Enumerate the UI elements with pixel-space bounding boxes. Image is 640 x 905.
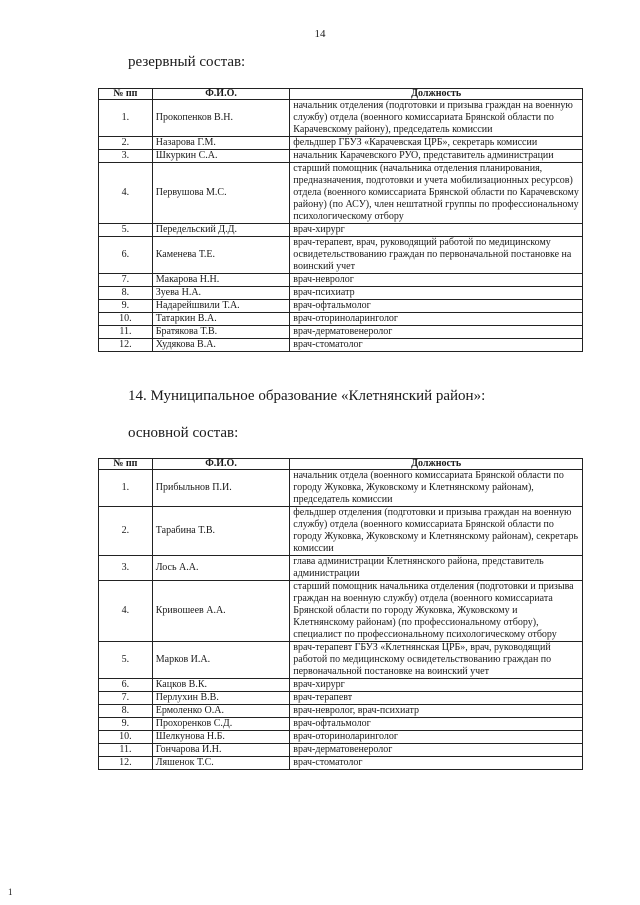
member-name-cell: Макарова Н.Н. bbox=[152, 274, 290, 287]
table-row bbox=[99, 692, 583, 705]
column-header-name: Ф.И.О. bbox=[152, 459, 290, 470]
member-position-cell: врач-терапевт, врач, руководящий работой по медицинскому освидетельствованию граждан по первоначальной постановке на воинский учет bbox=[290, 237, 583, 274]
member-position-cell: врач-терапевт ГБУЗ «Клетнянская ЦРБ», врач, руководящий работой по медицинскому освидетельствованию граждан по первоначальной постановке на воинский учет bbox=[290, 642, 583, 679]
row-number-cell: 8. bbox=[99, 705, 153, 718]
member-position-cell: начальник Карачевского РУО, представитель администрации bbox=[290, 150, 583, 163]
member-name-cell: Шелкунова Н.Б. bbox=[152, 731, 290, 744]
member-position-cell: врач-дерматовенеролог bbox=[290, 744, 583, 757]
member-position-cell: врач-дерматовенеролог bbox=[290, 326, 583, 339]
member-name-cell: Татаркин В.А. bbox=[152, 313, 290, 326]
table-row bbox=[99, 731, 583, 744]
member-position-cell: старший помощник (начальника отделения планирования, предназначения, подготовки и учета мобилизационных ресурсов) отдела (военного комиссариата Брянской области по Карачевскому району) (по АСУ), член нештатной группы по профессиональному психологическому отбору bbox=[290, 163, 583, 224]
margin-mark: 1 bbox=[8, 887, 13, 897]
table-header-row bbox=[99, 459, 583, 470]
reserve-composition-table bbox=[98, 88, 583, 352]
table-row bbox=[99, 757, 583, 770]
member-name-cell: Худякова В.А. bbox=[152, 339, 290, 352]
table-row bbox=[99, 581, 583, 642]
table-row bbox=[99, 274, 583, 287]
row-number-cell: 10. bbox=[99, 731, 153, 744]
table-row bbox=[99, 300, 583, 313]
member-position-cell: врач-оториноларинголог bbox=[290, 313, 583, 326]
member-position-cell: фельдшер отделения (подготовки и призыва граждан на военную службу) отдела (военного комиссариата Брянской области по городу Жуковка, Жуковскому и Клетнянскому районам), секретарь комиссии bbox=[290, 507, 583, 556]
member-name-cell: Зуева Н.А. bbox=[152, 287, 290, 300]
table-row bbox=[99, 287, 583, 300]
member-name-cell: Прибыльнов П.И. bbox=[152, 470, 290, 507]
page-number: 14 bbox=[314, 28, 326, 40]
member-position-cell: старший помощник начальника отделения (подготовки и призыва граждан на военную службу) отдела (военного комиссариата Брянской области по городу Жуковка, Жуковскому и Клетнянскому районам) (по профессиональному отбору), специалист по профессиональному психологическому отбору bbox=[290, 581, 583, 642]
member-name-cell: Первушова М.С. bbox=[152, 163, 290, 224]
member-name-cell: Марков И.А. bbox=[152, 642, 290, 679]
row-number-cell: 2. bbox=[99, 507, 153, 556]
member-name-cell: Передельский Д.Д. bbox=[152, 224, 290, 237]
member-position-cell: фельдшер ГБУЗ «Карачевская ЦРБ», секретарь комиссии bbox=[290, 137, 583, 150]
row-number-cell: 3. bbox=[99, 556, 153, 581]
row-number-cell: 7. bbox=[99, 274, 153, 287]
reserve-composition-heading: резервный состав: bbox=[128, 54, 246, 70]
member-position-cell: глава администрации Клетнянского района, представитель администрации bbox=[290, 556, 583, 581]
table-row bbox=[99, 237, 583, 274]
member-position-cell: врач-офтальмолог bbox=[290, 300, 583, 313]
row-number-cell: 5. bbox=[99, 224, 153, 237]
row-number-cell: 1. bbox=[99, 100, 153, 137]
member-position-cell: врач-офтальмолог bbox=[290, 718, 583, 731]
member-name-cell: Каменева Т.Е. bbox=[152, 237, 290, 274]
table-row bbox=[99, 163, 583, 224]
row-number-cell: 9. bbox=[99, 718, 153, 731]
member-name-cell: Шкуркин С.А. bbox=[152, 150, 290, 163]
row-number-cell: 3. bbox=[99, 150, 153, 163]
member-position-cell: врач-стоматолог bbox=[290, 339, 583, 352]
row-number-cell: 12. bbox=[99, 757, 153, 770]
member-position-cell: врач-хирург bbox=[290, 224, 583, 237]
row-number-cell: 11. bbox=[99, 326, 153, 339]
member-name-cell: Прохоренков С.Д. bbox=[152, 718, 290, 731]
main-composition-heading: основной состав: bbox=[128, 425, 239, 441]
member-name-cell: Тарабина Т.В. bbox=[152, 507, 290, 556]
table-header-row bbox=[99, 89, 583, 100]
table-row bbox=[99, 326, 583, 339]
row-number-cell: 11. bbox=[99, 744, 153, 757]
member-name-cell: Лось А.А. bbox=[152, 556, 290, 581]
table-row bbox=[99, 642, 583, 679]
member-position-cell: начальник отделения (подготовки и призыва граждан на военную службу) отдела (военного комиссариата Брянской области по Карачевскому району), председатель комиссии bbox=[290, 100, 583, 137]
row-number-cell: 12. bbox=[99, 339, 153, 352]
table-row bbox=[99, 705, 583, 718]
member-name-cell: Братякова Т.В. bbox=[152, 326, 290, 339]
table-row bbox=[99, 224, 583, 237]
row-number-cell: 6. bbox=[99, 679, 153, 692]
member-position-cell: врач-невролог, врач-психиатр bbox=[290, 705, 583, 718]
member-position-cell: врач-хирург bbox=[290, 679, 583, 692]
municipality-title: 14. Муниципальное образование «Клетнянский район»: bbox=[128, 388, 486, 404]
member-position-cell: врач-терапевт bbox=[290, 692, 583, 705]
row-number-cell: 7. bbox=[99, 692, 153, 705]
member-position-cell: врач-стоматолог bbox=[290, 757, 583, 770]
table-row bbox=[99, 150, 583, 163]
column-header-number: № пп bbox=[99, 459, 153, 470]
row-number-cell: 6. bbox=[99, 237, 153, 274]
table-row bbox=[99, 556, 583, 581]
member-name-cell: Перлухин В.В. bbox=[152, 692, 290, 705]
table-row bbox=[99, 679, 583, 692]
table-row bbox=[99, 507, 583, 556]
member-name-cell: Ермоленко О.А. bbox=[152, 705, 290, 718]
member-name-cell: Надарейшвили Т.А. bbox=[152, 300, 290, 313]
member-name-cell: Назарова Г.М. bbox=[152, 137, 290, 150]
row-number-cell: 9. bbox=[99, 300, 153, 313]
row-number-cell: 10. bbox=[99, 313, 153, 326]
column-header-name: Ф.И.О. bbox=[152, 89, 290, 100]
table-row bbox=[99, 718, 583, 731]
member-name-cell: Гончарова И.Н. bbox=[152, 744, 290, 757]
row-number-cell: 5. bbox=[99, 642, 153, 679]
table-row bbox=[99, 470, 583, 507]
row-number-cell: 1. bbox=[99, 470, 153, 507]
table-row bbox=[99, 100, 583, 137]
main-composition-table bbox=[98, 458, 583, 770]
table-row bbox=[99, 313, 583, 326]
table-row bbox=[99, 137, 583, 150]
member-name-cell: Кацков В.К. bbox=[152, 679, 290, 692]
row-number-cell: 4. bbox=[99, 581, 153, 642]
table-row bbox=[99, 744, 583, 757]
member-position-cell: врач-невролог bbox=[290, 274, 583, 287]
row-number-cell: 4. bbox=[99, 163, 153, 224]
column-header-number: № пп bbox=[99, 89, 153, 100]
member-name-cell: Кривошеев А.А. bbox=[152, 581, 290, 642]
member-position-cell: врач-оториноларинголог bbox=[290, 731, 583, 744]
column-header-position: Должность bbox=[290, 89, 583, 100]
member-name-cell: Ляшенок Т.С. bbox=[152, 757, 290, 770]
column-header-position: Должность bbox=[290, 459, 583, 470]
member-name-cell: Прокопенков В.Н. bbox=[152, 100, 290, 137]
row-number-cell: 8. bbox=[99, 287, 153, 300]
member-position-cell: начальник отдела (военного комиссариата Брянской области по городу Жуковка, Жуковскому и Клетнянскому районам), председатель комиссии bbox=[290, 470, 583, 507]
table-row bbox=[99, 339, 583, 352]
row-number-cell: 2. bbox=[99, 137, 153, 150]
member-position-cell: врач-психиатр bbox=[290, 287, 583, 300]
